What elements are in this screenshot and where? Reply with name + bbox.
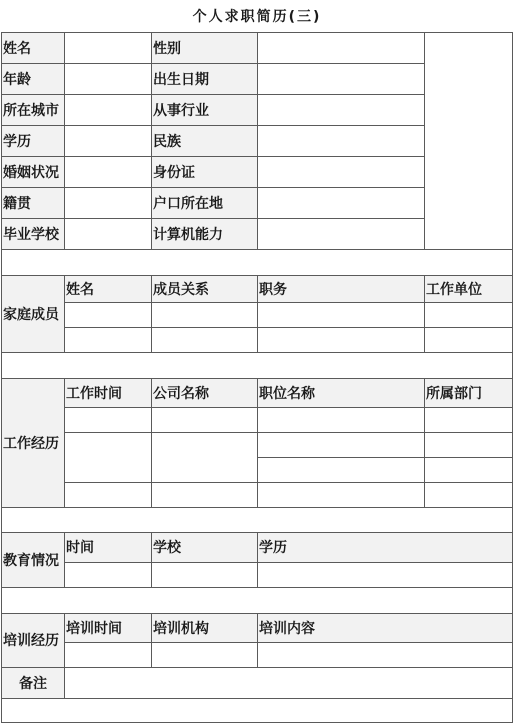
education-cell[interactable] [152,562,258,587]
value-city[interactable] [65,94,152,125]
resume-page [1,1,512,728]
value-name[interactable] [65,32,152,63]
family-header-name: 姓名 [65,275,152,302]
training-cell[interactable] [258,642,513,667]
label-computer-skills: 计算机能力 [152,218,258,249]
family-cell[interactable] [425,327,513,352]
label-id-card: 身份证 [152,156,258,187]
family-header-relation: 成员关系 [152,275,258,302]
value-computer-skills[interactable] [258,218,425,249]
value-industry[interactable] [258,94,425,125]
value-gender[interactable] [258,32,425,63]
label-household-registration: 户口所在地 [152,187,258,218]
value-household-registration[interactable] [258,187,425,218]
education-header-school: 学校 [152,532,258,562]
family-cell[interactable] [152,302,258,327]
work-cell[interactable] [425,457,513,482]
label-education-level: 学历 [2,125,65,156]
table-row [2,482,513,507]
work-cell[interactable] [152,432,258,482]
remarks-field[interactable] [65,667,513,698]
label-city: 所在城市 [2,94,65,125]
value-age[interactable] [65,63,152,94]
work-cell[interactable] [425,407,513,432]
value-native-place[interactable] [65,187,152,218]
table-row [2,327,513,352]
family-header-employer: 工作单位 [425,275,513,302]
spacer-row [2,249,513,275]
section-label-remarks: 备注 [2,667,65,698]
work-cell[interactable] [258,457,425,482]
section-label-work: 工作经历 [2,378,65,507]
label-industry: 从事行业 [152,94,258,125]
spacer-row [2,587,513,613]
spacer-row [2,698,513,722]
work-header-department: 所属部门 [425,378,513,407]
family-header-position: 职务 [258,275,425,302]
work-cell[interactable] [152,407,258,432]
work-cell[interactable] [65,407,152,432]
section-label-family: 家庭成员 [2,275,65,352]
work-cell[interactable] [65,432,152,482]
family-cell[interactable] [65,302,152,327]
education-cell[interactable] [258,562,513,587]
work-cell[interactable] [258,482,425,507]
table-row [2,407,513,432]
education-header-time: 时间 [65,532,152,562]
education-cell[interactable] [65,562,152,587]
training-header-content: 培训内容 [258,613,513,642]
label-gender: 性别 [152,32,258,63]
training-header-institution: 培训机构 [152,613,258,642]
training-cell[interactable] [152,642,258,667]
label-age: 年龄 [2,63,65,94]
table-row [2,302,513,327]
work-header-company: 公司名称 [152,378,258,407]
label-marital-status: 婚姻状况 [2,156,65,187]
value-education-level[interactable] [65,125,152,156]
work-header-time: 工作时间 [65,378,152,407]
label-name: 姓名 [2,32,65,63]
work-header-position: 职位名称 [258,378,425,407]
label-graduated-school: 毕业学校 [2,218,65,249]
basic-row [2,32,513,63]
photo-box[interactable] [425,32,513,249]
page-title: 个人求职简历(三) [192,9,322,26]
value-ethnicity[interactable] [258,125,425,156]
family-cell[interactable] [258,327,425,352]
table-row [2,432,513,457]
table-row [2,562,513,587]
work-cell[interactable] [65,482,152,507]
label-birthdate: 出生日期 [152,63,258,94]
section-label-training: 培训经历 [2,613,65,667]
family-cell[interactable] [65,327,152,352]
label-ethnicity: 民族 [152,125,258,156]
section-label-education: 教育情况 [2,532,65,587]
spacer-row [2,507,513,532]
work-cell[interactable] [152,482,258,507]
value-id-card[interactable] [258,156,425,187]
family-cell[interactable] [425,302,513,327]
label-native-place: 籍贯 [2,187,65,218]
spacer-row [2,352,513,378]
family-cell[interactable] [152,327,258,352]
family-cell[interactable] [258,302,425,327]
value-birthdate[interactable] [258,63,425,94]
education-header-degree: 学历 [258,532,513,562]
work-cell[interactable] [258,407,425,432]
work-cell[interactable] [425,432,513,457]
table-row [2,642,513,667]
resume-table [1,1,513,723]
training-header-time: 培训时间 [65,613,152,642]
value-marital-status[interactable] [65,156,152,187]
work-cell[interactable] [425,482,513,507]
value-graduated-school[interactable] [65,218,152,249]
training-cell[interactable] [65,642,152,667]
work-cell[interactable] [258,432,425,457]
